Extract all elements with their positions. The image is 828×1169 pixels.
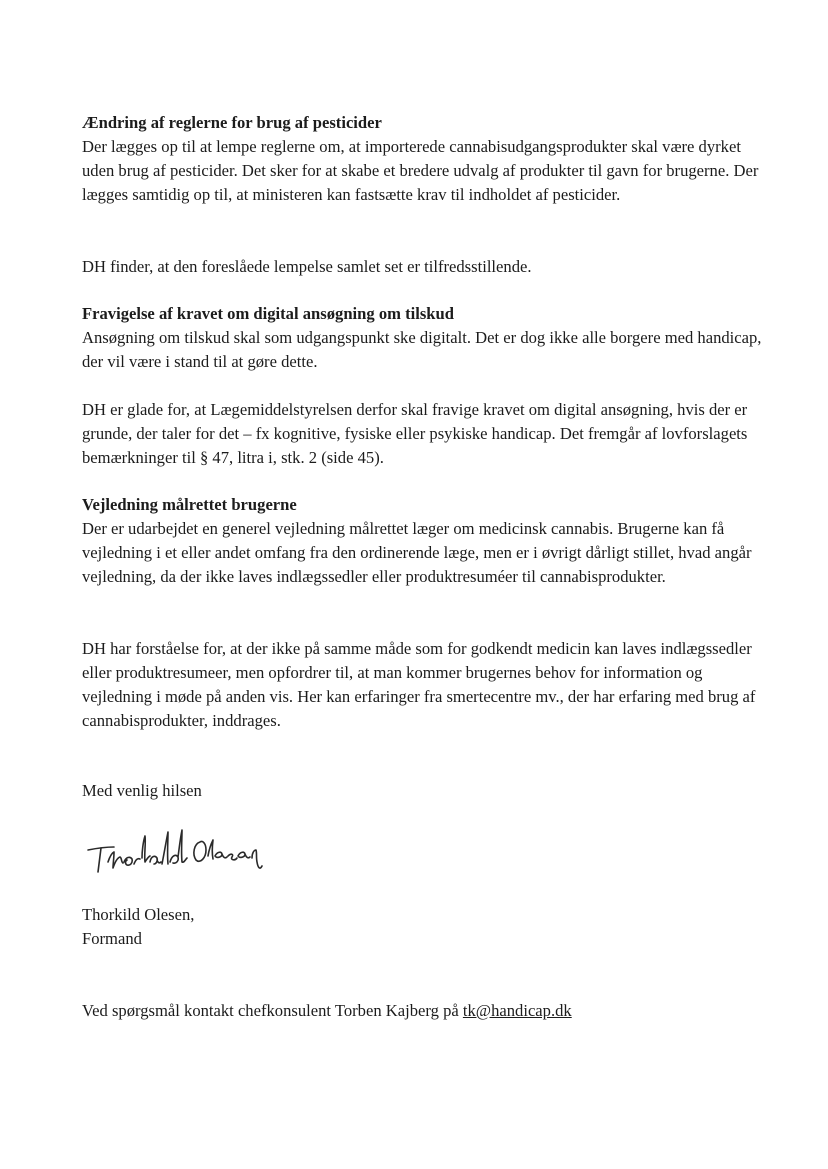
section-comment: DH finder, at den foreslåede lempelse samlet set er tilfredsstillende. — [82, 257, 532, 276]
section-guidance — [82, 493, 772, 589]
section-heading: Ændring af reglerne for brug af pesticider — [82, 113, 382, 132]
section-body: Ansøgning om tilskud skal som udgangspunkt ske digitalt. Det er dog ikke alle borgere med handicap, der vil være i stand til at gøre dette. — [82, 328, 762, 371]
contact-line — [82, 999, 772, 1023]
section-body: Der er udarbejdet en generel vejledning målrettet læger om medicinsk cannabis. Brugerne kan få vejledning i et eller andet omfang fra den ordinerende læge, men er i øvrigt dårligt stillet, hvad angår vejledning, da der ikke laves indlægssedler eller produktresuméer til cannabisprodukter. — [82, 519, 752, 586]
signer-title: Formand — [82, 929, 142, 948]
section-heading: Fravigelse af kravet om digital ansøgning om tilskud — [82, 304, 454, 323]
contact-email-link[interactable]: tk@handicap.dk — [462, 1001, 572, 1020]
closing-text: Med venlig hilsen — [82, 781, 202, 800]
section-pesticides — [82, 111, 772, 207]
section-comment: DH har forståelse for, at der ikke på samme måde som for godkendt medicin kan laves indlægssedler eller produktresumeer, men opfordrer til, at man kommer brugernes behov for information og vejledning i møde på anden vis. Her kan erfaringer fra smertecentre mv., der har erfaring med brug af cannabisprodukter, inddrages. — [82, 639, 756, 730]
section-heading: Vejledning målrettet brugerne — [82, 495, 297, 514]
signer-name: Thorkild Olesen, — [82, 905, 195, 924]
contact-text: Ved spørgsmål kontakt chefkonsulent Torben Kajberg på — [82, 1001, 463, 1020]
section-digital-application — [82, 302, 772, 374]
section-comment: DH er glade for, at Lægemiddelstyrelsen derfor skal fravige kravet om digital ansøgning, hvis der er grunde, der taler for det – fx kognitive, fysiske eller psykiske handicap. Det fremgår af lovforslagets bemærkninger til § 47, litra i, stk. 2 (side 45). — [82, 400, 748, 467]
handwritten-signature — [84, 822, 284, 882]
section-body: Der lægges op til at lempe reglerne om, at importerede cannabisudgangsprodukter skal være dyrket uden brug af pesticider. Det sker for at skabe et bredere udvalg af produkter til gavn for brugerne. Der lægges samtidig op til, at ministeren kan fastsætte krav til indholdet af pesticider. — [82, 137, 759, 204]
signer-block — [82, 903, 772, 951]
